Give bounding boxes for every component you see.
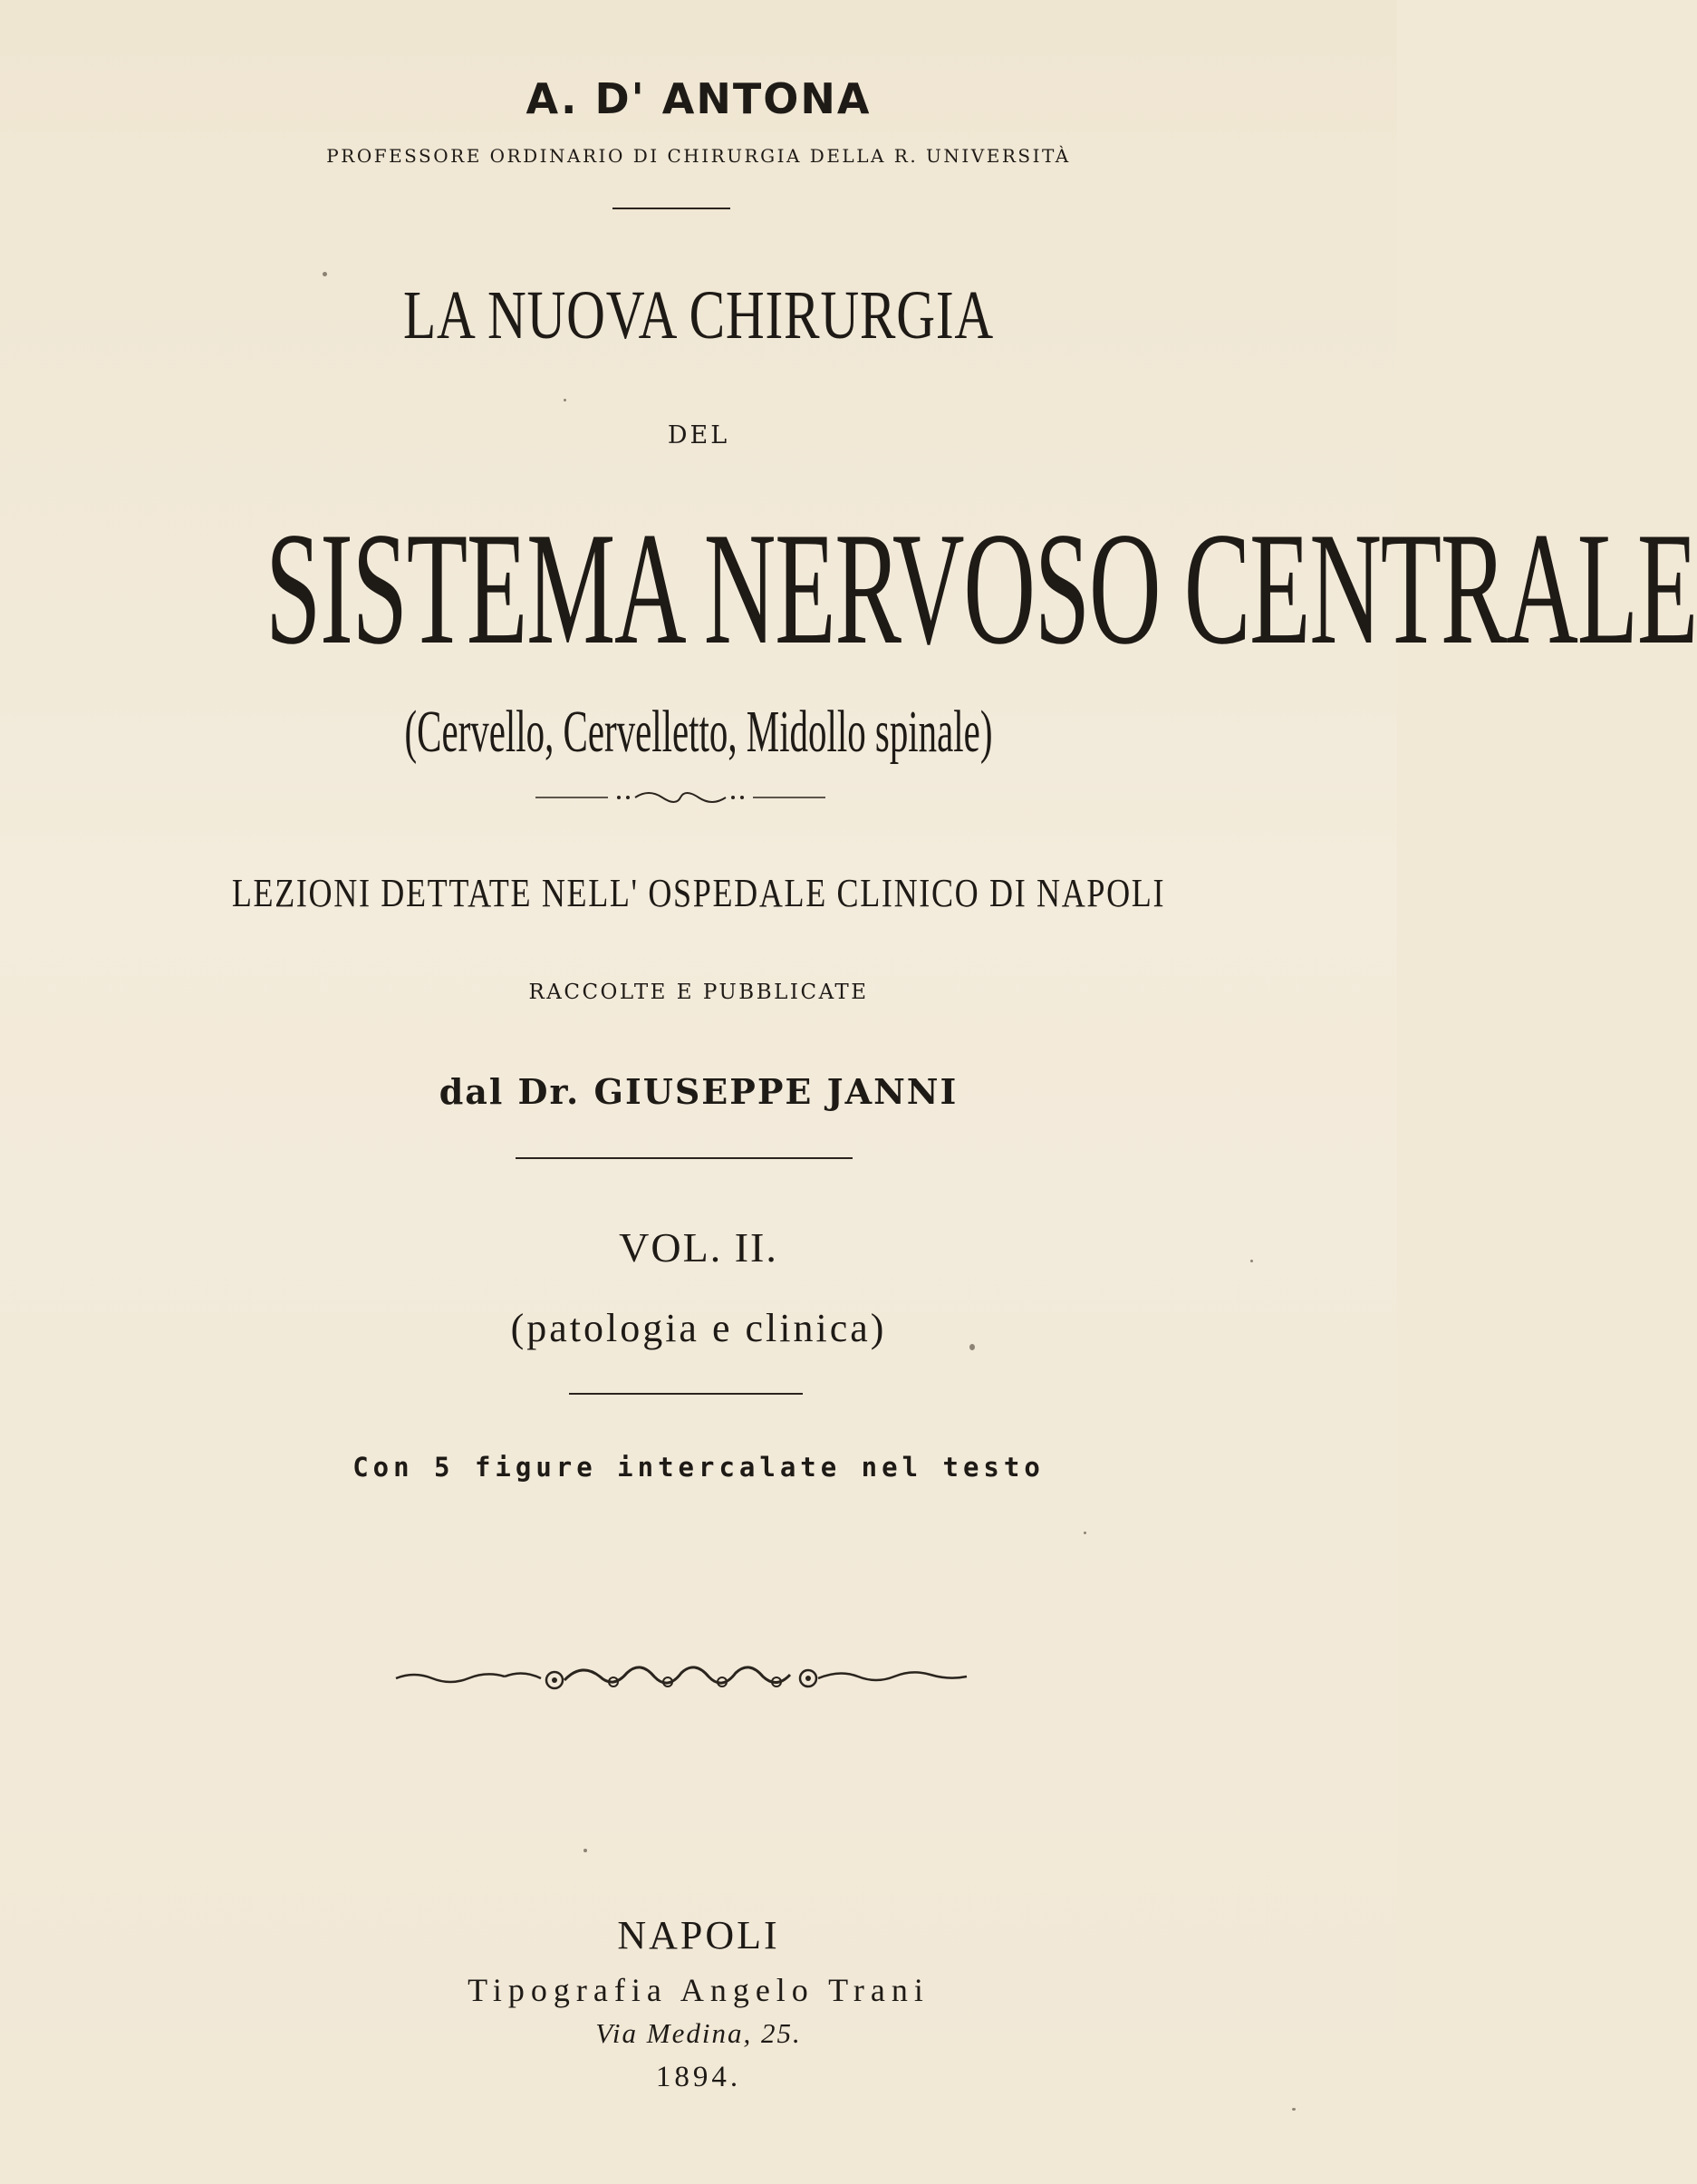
imprint-printer: Tipografia Angelo Trani <box>468 1972 930 2008</box>
imprint-city: NAPOLI <box>617 1913 780 1957</box>
lecture-description: LEZIONI DETTATE NELL' OSPEDALE CLINICO DI NAPOLI <box>231 871 1166 915</box>
paper-speck <box>1084 1532 1086 1534</box>
title-line-1: LA NUOVA CHIRURGIA <box>403 277 994 353</box>
divider-rule-middle <box>516 1157 853 1159</box>
paper-speck <box>1250 1260 1253 1262</box>
divider-rule-lower <box>569 1393 803 1395</box>
figures-note: Con 5 figure intercalate nel testo <box>352 1452 1045 1483</box>
scroll-ornament-icon <box>396 1649 967 1706</box>
volume-subject: (patologia e clinica) <box>510 1306 887 1350</box>
author-role: PROFESSORE ORDINARIO DI CHIRURGIA DELLA R. UNIVERSITÀ <box>326 145 1071 167</box>
paper-speck <box>969 1344 975 1350</box>
imprint-address: Via Medina, 25. <box>595 2017 802 2049</box>
title-line-2: SISTEMA NERVOSO CENTRALE <box>265 498 1697 678</box>
paper-speck <box>323 272 327 276</box>
paper-speck <box>583 1849 587 1852</box>
collected-label: RACCOLTE E PUBBLICATE <box>528 981 869 1004</box>
title-connector: DEL <box>667 421 730 449</box>
divider-rule-top <box>612 208 730 209</box>
small-ornament-icon <box>535 787 825 808</box>
editor-credit: dal Dr. GIUSEPPE JANNI <box>439 1071 959 1112</box>
paper-speck <box>564 399 566 401</box>
volume-number: VOL. II. <box>619 1224 778 1271</box>
author-name: A. D' ANTONA <box>525 74 872 123</box>
imprint-year: 1894. <box>655 2061 742 2093</box>
paper-speck <box>1292 2108 1296 2111</box>
title-subtitle: (Cervello, Cervelletto, Midollo spinale) <box>404 699 993 765</box>
